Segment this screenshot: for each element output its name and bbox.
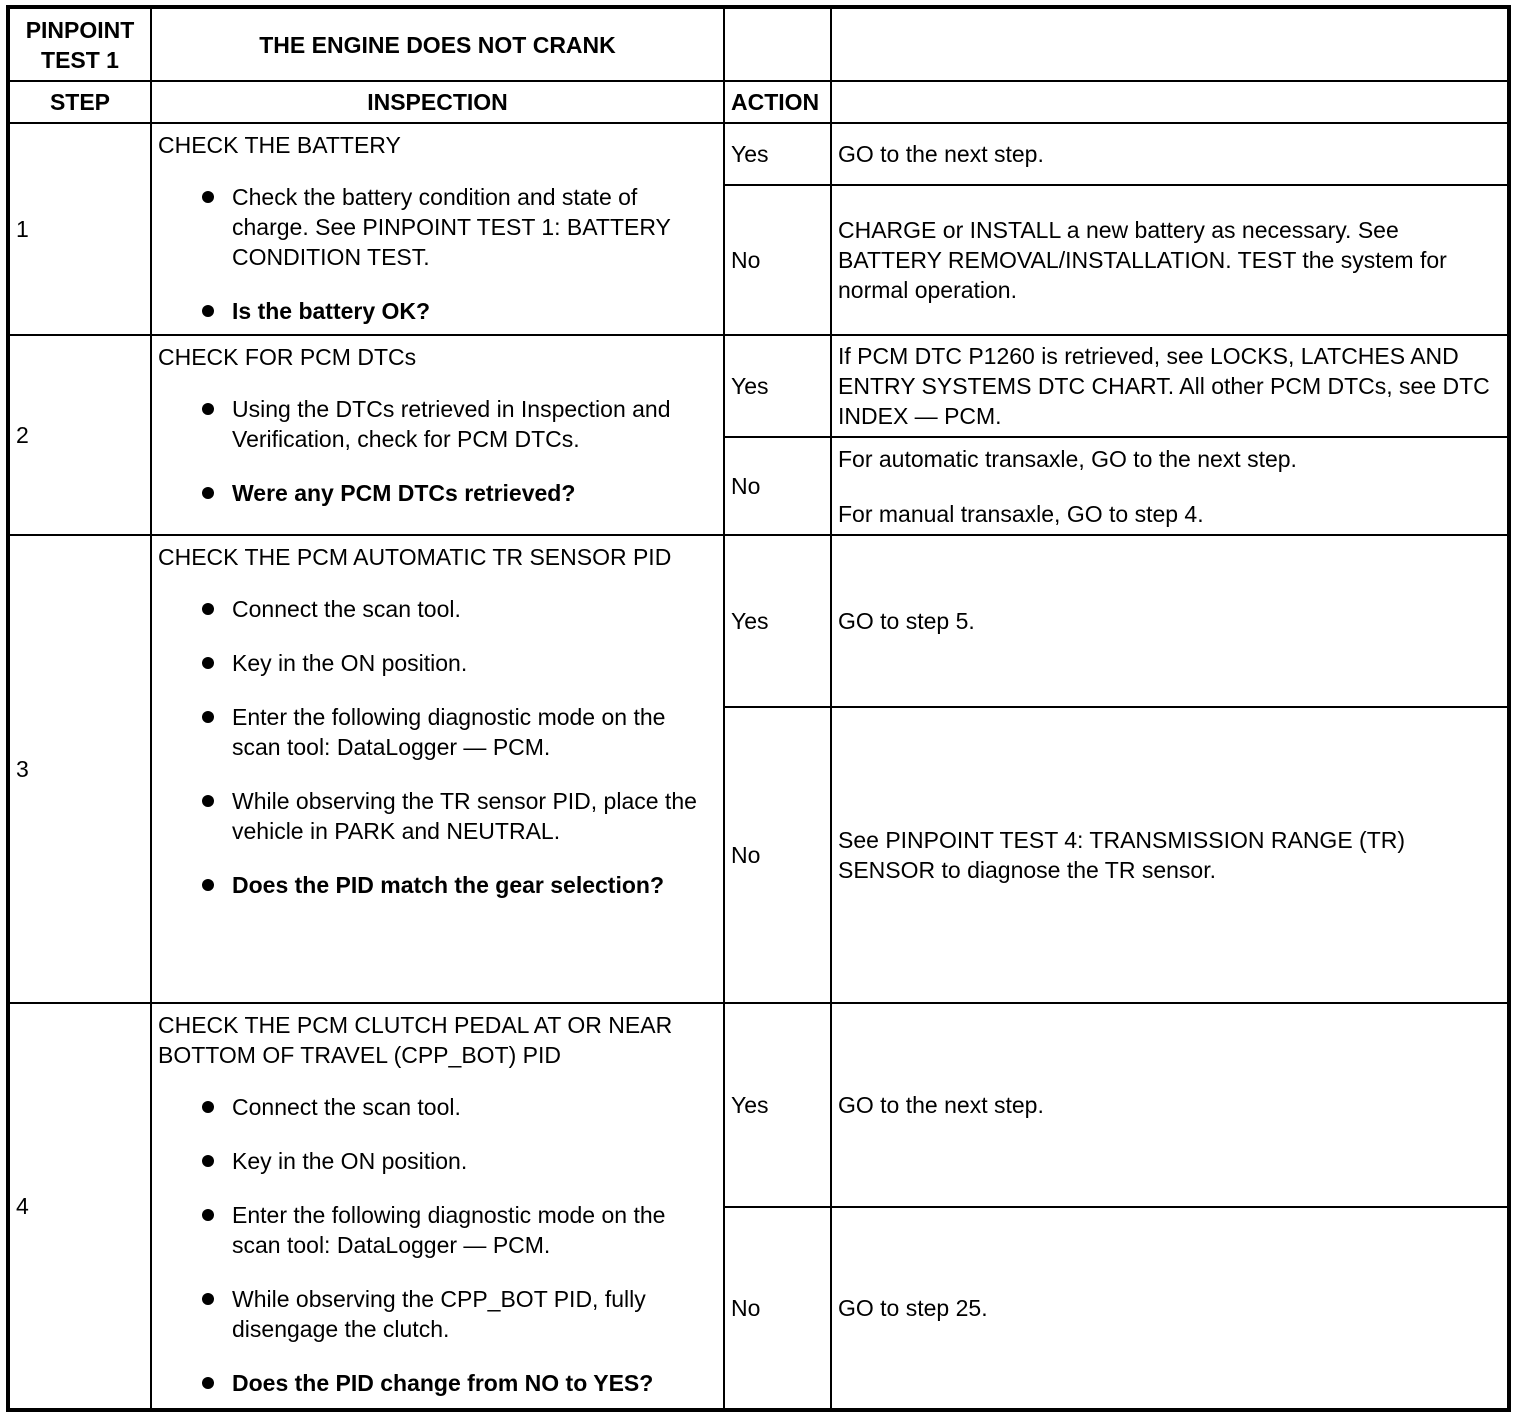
- result-yes: GO to step 5.: [831, 535, 1509, 707]
- inspection-question: Does the PID change from NO to YES?: [232, 1368, 717, 1398]
- list-item: While observing the CPP_BOT PID, fully disengage the clutch.: [232, 1284, 717, 1344]
- step-title: CHECK THE BATTERY: [158, 132, 401, 158]
- pinpoint-test-document: [6, 5, 1507, 1410]
- column-header-action: ACTION: [724, 81, 831, 123]
- title-row: [8, 7, 1509, 81]
- action-yes: Yes: [724, 535, 831, 707]
- list-item: Connect the scan tool.: [232, 1092, 717, 1122]
- action-yes: Yes: [724, 335, 831, 437]
- step-inspection: [151, 535, 724, 1003]
- action-yes: Yes: [724, 123, 831, 185]
- list-item: Key in the ON position.: [232, 1146, 717, 1176]
- action-no: No: [724, 1207, 831, 1410]
- step-number: 2: [8, 335, 151, 535]
- column-header-step: STEP: [8, 81, 151, 123]
- result-yes: GO to the next step.: [831, 1003, 1509, 1207]
- result-no: See PINPOINT TEST 4: TRANSMISSION RANGE (TR) SENSOR to diagnose the TR sensor.: [831, 707, 1509, 1003]
- list-item: Using the DTCs retrieved in Inspection and Verification, check for PCM DTCs.: [232, 394, 717, 454]
- result-line: For manual transaxle, GO to step 4.: [838, 500, 1204, 527]
- list-item: Key in the ON position.: [232, 648, 717, 678]
- step-number: 4: [8, 1003, 151, 1410]
- step-inspection: [151, 335, 724, 535]
- empty-header-cell: [831, 81, 1509, 123]
- result-no: CHARGE or INSTALL a new battery as necessary. See BATTERY REMOVAL/INSTALLATION. TEST the system for normal operation.: [831, 185, 1509, 335]
- result-no: GO to step 25.: [831, 1207, 1509, 1410]
- inspection-bullets: [158, 594, 717, 900]
- inspection-question: Is the battery OK?: [232, 296, 717, 326]
- list-item: Enter the following diagnostic mode on the scan tool: DataLogger — PCM.: [232, 1200, 717, 1260]
- action-no: No: [724, 185, 831, 335]
- page-title: THE ENGINE DOES NOT CRANK: [151, 7, 724, 81]
- empty-header-cell: [724, 7, 831, 81]
- step-inspection: [151, 123, 724, 335]
- step-3-yes-row: [8, 535, 1509, 707]
- step-title: CHECK THE PCM CLUTCH PEDAL AT OR NEAR BOTTOM OF TRAVEL (CPP_BOT) PID: [158, 1012, 673, 1068]
- step-title: CHECK FOR PCM DTCs: [158, 344, 417, 370]
- step-2-yes-row: [8, 335, 1509, 437]
- step-4-yes-row: [8, 1003, 1509, 1207]
- list-item: Enter the following diagnostic mode on the scan tool: DataLogger — PCM.: [232, 702, 717, 762]
- inspection-bullets: [158, 1092, 717, 1398]
- empty-header-cell: [831, 7, 1509, 81]
- result-yes: If PCM DTC P1260 is retrieved, see LOCKS, LATCHES AND ENTRY SYSTEMS DTC CHART. All other PCM DTCs, see DTC INDEX — PCM.: [831, 335, 1509, 437]
- pinpoint-test-table: [6, 5, 1511, 1412]
- action-yes: Yes: [724, 1003, 831, 1207]
- column-header-inspection: INSPECTION: [151, 81, 724, 123]
- test-label: PINPOINT TEST 1: [8, 7, 151, 81]
- step-number: 3: [8, 535, 151, 1003]
- list-item: Connect the scan tool.: [232, 594, 717, 624]
- inspection-question: Were any PCM DTCs retrieved?: [232, 478, 717, 508]
- action-no: No: [724, 437, 831, 535]
- inspection-question: Does the PID match the gear selection?: [232, 870, 717, 900]
- column-header-row: [8, 81, 1509, 123]
- step-1-yes-row: [8, 123, 1509, 185]
- step-inspection: [151, 1003, 724, 1410]
- inspection-bullets: [158, 394, 717, 508]
- result-line: For automatic transaxle, GO to the next step.: [838, 445, 1297, 472]
- step-title: CHECK THE PCM AUTOMATIC TR SENSOR PID: [158, 544, 672, 570]
- result-yes: GO to the next step.: [831, 123, 1509, 185]
- action-no: No: [724, 707, 831, 1003]
- step-number: 1: [8, 123, 151, 335]
- inspection-bullets: [158, 182, 717, 326]
- list-item: Check the battery condition and state of charge. See PINPOINT TEST 1: BATTERY CONDITION TEST.: [232, 182, 717, 272]
- result-no: [831, 437, 1509, 535]
- list-item: While observing the TR sensor PID, place the vehicle in PARK and NEUTRAL.: [232, 786, 717, 846]
